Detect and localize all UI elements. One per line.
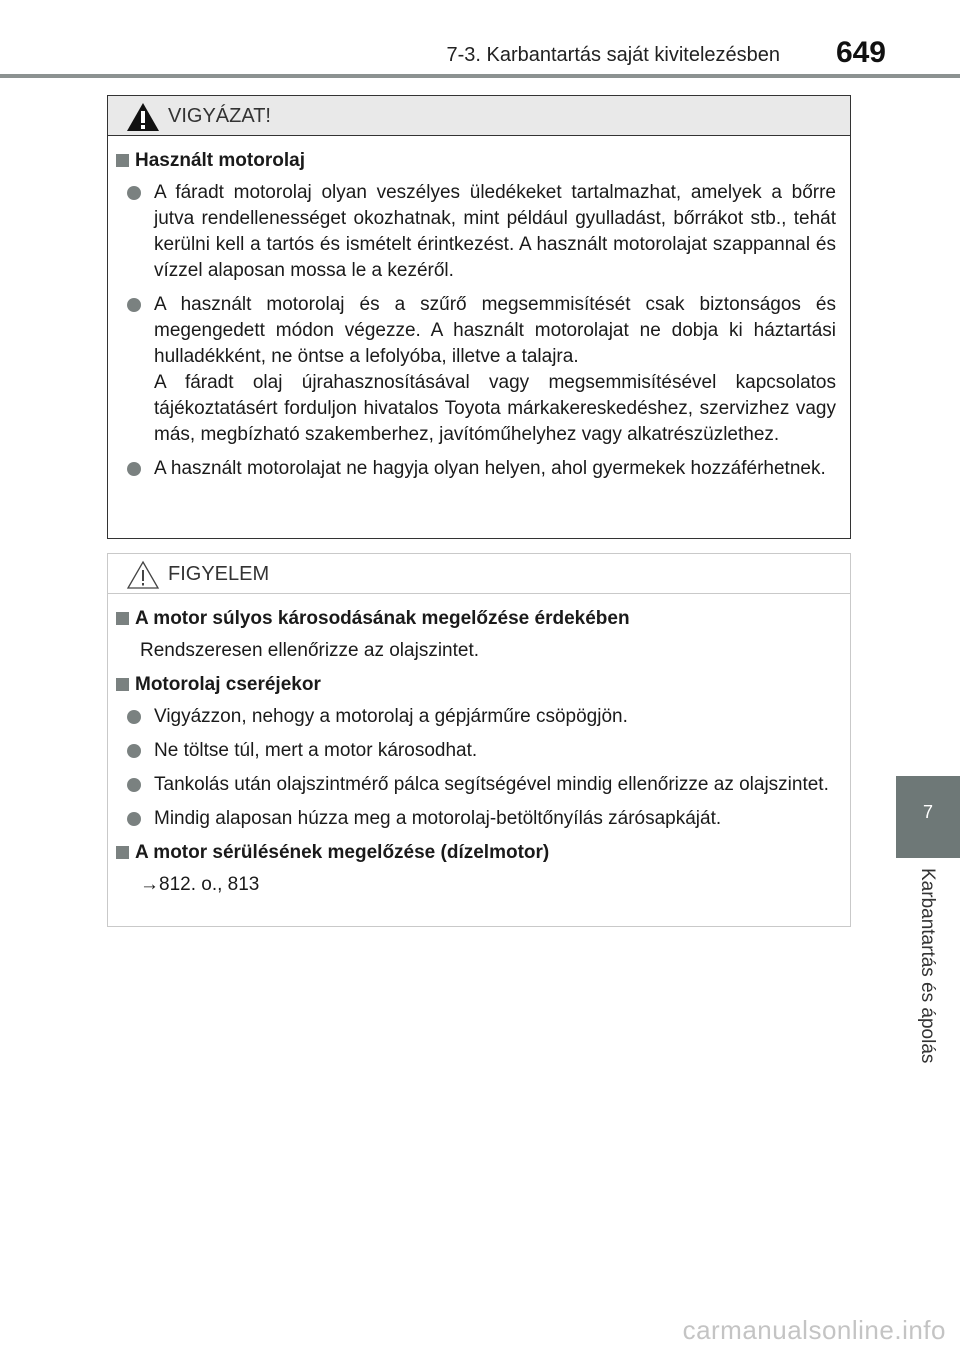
- list-item: [122, 292, 836, 448]
- list-item: [122, 806, 836, 832]
- page-reference-link[interactable]: →812. o., 813: [140, 874, 260, 895]
- list-item: [122, 704, 836, 730]
- header-title: 7-3. Karbantartás saját kivitelezésben: [446, 44, 780, 66]
- chapter-label: Karbantartás és ápolás: [917, 868, 938, 1064]
- chapter-tab: [896, 776, 960, 858]
- bullet-icon: [127, 710, 141, 724]
- section-text: Rendszeresen ellenőrizze az olajszintet.: [140, 640, 480, 661]
- list-item: [122, 772, 836, 798]
- bullet-icon: [127, 778, 141, 792]
- bullet-icon: [127, 186, 141, 200]
- warning-box-title: VIGYÁZAT!: [168, 105, 271, 127]
- notice-box: [107, 553, 851, 927]
- list-item-text: A használt motorolajat ne hagyja olyan helyen, ahol gyermekek hozzáférhetnek.: [154, 458, 826, 479]
- section-title: A motor sérülésének megelőzése (dízelmotor): [122, 840, 836, 866]
- warning-box-body: [108, 136, 850, 482]
- warning-box-header: [108, 96, 850, 136]
- list-item-text: A fáradt olaj újrahasznosításával vagy megsemmisítésével kapcsolatos tájékoztatásért forduljon hivatalos Toyota márkakereskedéshez, szervizhez vagy más, megbízható szakemberhez, javítóműhelyhez vagy alkatrészüzlethez.: [154, 372, 836, 445]
- warning-box: [107, 95, 851, 539]
- list-item-text: Ne töltse túl, mert a motor károsodhat.: [154, 740, 478, 761]
- chapter-label-container: [907, 868, 947, 1084]
- section-title: Használt motorolaj: [122, 148, 836, 174]
- header-divider: [0, 74, 960, 78]
- list-item-text: Tankolás után olajszintmérő pálca segítségével mindig ellenőrizze az olajszintet.: [154, 774, 829, 795]
- watermark: carmanualsonline.info: [682, 1315, 946, 1345]
- list-item: [122, 456, 836, 482]
- bullet-icon: [127, 462, 141, 476]
- caution-triangle-icon: [126, 560, 160, 590]
- chapter-number: 7: [922, 802, 933, 822]
- bullet-icon: [127, 812, 141, 826]
- list-item: [122, 738, 836, 764]
- list-item-text: A fáradt motorolaj olyan veszélyes üledékeket tartalmazhat, amelyek a bőrre jutva rendellenességet okozhatnak, mint például gyulladást, bőrrákot stb., tehát kerülni kell a tartós és ismételt érintkezést. A használt motorolajat szappannal és vízzel alaposan mossa le a kezéről.: [154, 182, 836, 281]
- page-number: 649: [835, 36, 886, 69]
- list-item-text: Mindig alaposan húzza meg a motorolaj-betöltőnyílás zárósapkáját.: [154, 808, 722, 829]
- list-item: [122, 180, 836, 284]
- list-item-text: Vigyázzon, nehogy a motorolaj a gépjárműre csöpögjön.: [154, 706, 628, 727]
- bullet-icon: [127, 298, 141, 312]
- page-header: [0, 0, 960, 80]
- notice-box-title: FIGYELEM: [168, 563, 270, 585]
- section-title: Motorolaj cseréjekor: [122, 672, 836, 698]
- list-item-text: A használt motorolaj és a szűrő megsemmisítését csak biztonságos és megengedett módon végezze. A használt motorolajat ne dobja ki háztartási hulladékként, ne öntse a lefolyóba, illetve a talajra.: [154, 294, 836, 367]
- bullet-icon: [127, 744, 141, 758]
- section-title: A motor súlyos károsodásának megelőzése érdekében: [122, 606, 836, 632]
- warning-triangle-icon: [126, 102, 160, 132]
- notice-box-header: [108, 554, 850, 594]
- notice-box-body: [108, 594, 850, 898]
